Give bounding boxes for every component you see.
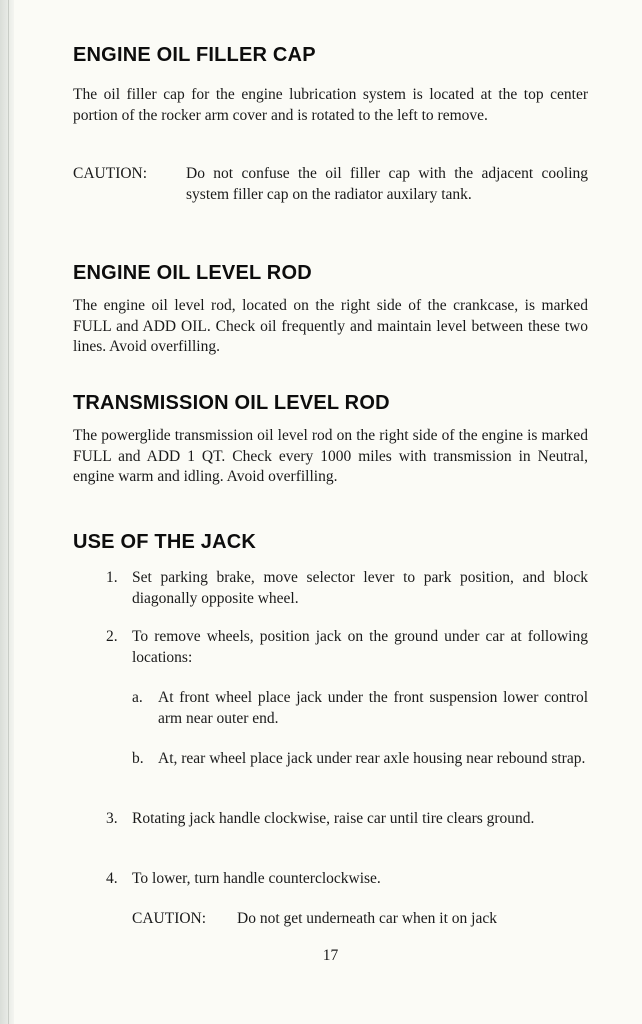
list-text: To remove wheels, position jack on the ground under car at following locations:: [132, 628, 588, 666]
page-binding-edge: [8, 0, 9, 1024]
list-number: 2.: [106, 628, 118, 645]
heading-transmission-oil-level-rod: TRANSMISSION OIL LEVEL ROD: [73, 392, 390, 414]
list-text: Set parking brake, move selector lever to park position, and block diagonally opposite wheel.: [132, 569, 588, 607]
sub-list-text: At, rear wheel place jack under rear axle housing near rebound strap.: [158, 750, 586, 767]
list-text: To lower, turn handle counterclockwise.: [132, 870, 381, 887]
heading-use-of-the-jack: USE OF THE JACK: [73, 531, 257, 553]
page-number: 17: [322, 947, 339, 964]
heading-engine-oil-filler-cap: ENGINE OIL FILLER CAP: [73, 44, 316, 66]
paragraph-transmission-oil-level-rod: The powerglide transmission oil level rod on the right side of the engine is marked FULL and ADD 1 QT. Check every 1000 miles with transmission in Neutral, engine warm and idling. Avoid overfilling.: [73, 427, 588, 485]
list-number: 4.: [106, 870, 118, 887]
caution-text: Do not confuse the oil filler cap with the adjacent cooling system filler cap on the radiator auxilary tank.: [186, 165, 588, 203]
list-number: 1.: [106, 569, 118, 586]
page-binding-shadow: [0, 0, 14, 1024]
list-number: 3.: [106, 810, 118, 827]
heading-engine-oil-level-rod: ENGINE OIL LEVEL ROD: [73, 262, 312, 284]
sub-list-text: At front wheel place jack under the front suspension lower control arm near outer end.: [158, 689, 588, 727]
sub-list-letter: b.: [132, 750, 144, 767]
sub-list-letter: a.: [132, 689, 143, 706]
caution-label: CAUTION:: [73, 165, 148, 182]
caution-label: CAUTION:: [132, 910, 207, 927]
paragraph-engine-oil-level-rod: The engine oil level rod, located on the right side of the crankcase, is marked FULL and ADD OIL. Check oil frequently and maintain level between these two lines. Avoid overfilling.: [73, 297, 588, 355]
caution-text: Do not get underneath car when it on jack: [237, 910, 497, 927]
paragraph-oil-filler-cap: The oil filler cap for the engine lubrication system is located at the top center portion of the rocker arm cover and is rotated to the left to remove.: [73, 86, 588, 124]
list-text: Rotating jack handle clockwise, raise car until tire clears ground.: [132, 810, 535, 827]
